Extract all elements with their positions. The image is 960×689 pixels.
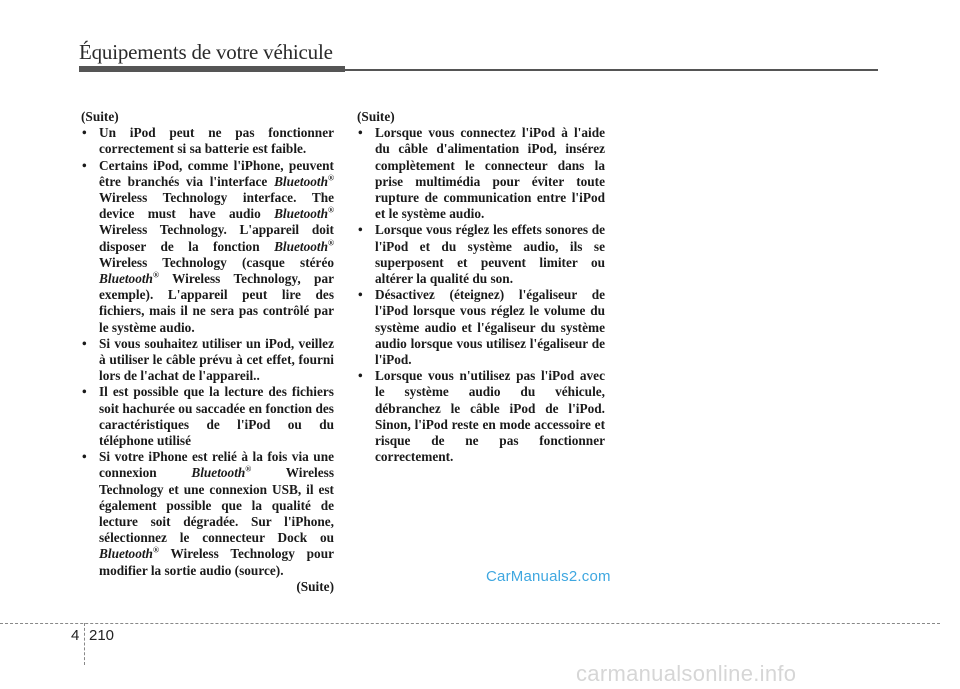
registered-mark: ® <box>328 173 334 183</box>
bullet-text: Si vous souhaitez utiliser un iPod, veillez à utiliser le câble prévu à cet effet, fourni lors de l'achat de l'appareil.. <box>99 335 334 384</box>
bluetooth-brand-text: Bluetooth <box>191 465 246 481</box>
bullet-text: Wireless Technology interface. The device must have audio <box>99 190 334 222</box>
bullet-item <box>357 287 605 368</box>
footer-dashed-rule <box>0 623 940 624</box>
bullet-item <box>81 449 334 579</box>
bullet-item <box>81 336 334 385</box>
bullet-text: Il est possible que la lecture des fichiers soit hachurée ou saccadée en fonction des caractéristiques de l'iPod ou du téléphone utilisé <box>99 384 334 449</box>
bullet-item <box>357 125 605 222</box>
bullet-text: Un iPod peut ne pas fonctionner correctement si sa batterie est faible. <box>99 125 334 157</box>
right-text-column <box>357 109 605 465</box>
bullet-text: Wireless Technology pour modifier la sortie audio (source). <box>99 546 334 578</box>
chapter-number: 4 <box>71 627 80 644</box>
bullet-text: Wireless Technology, par exemple). L'appareil peut lire des fichiers, mais il ne sera pas contrôlé par le système audio. <box>99 271 334 335</box>
bullet-item <box>81 384 334 449</box>
site-watermark: carmanualsonline.info <box>576 661 797 686</box>
bullet-text: Wireless Technology (casque stéréo <box>99 254 334 270</box>
bluetooth-brand-text: Bluetooth <box>274 173 329 189</box>
bullet-item <box>357 368 605 465</box>
bullet-text: Si votre iPhone est relié à la fois via une connexion <box>99 449 334 481</box>
suite-label-start: (Suite) <box>357 109 395 124</box>
bullet-text: Wireless Technology et une connexion USB, il est également possible que la qualité de lecture soit dégradée. Sur l'iPhone, sélectionnez le connecteur Dock ou <box>99 465 335 546</box>
left-bullet-list <box>81 125 334 579</box>
registered-mark: ® <box>245 465 252 475</box>
bullet-item <box>81 125 334 157</box>
page-number: 210 <box>89 627 115 644</box>
carmanuals-logo-watermark: CarManuals2.com <box>486 568 611 585</box>
bullet-item <box>357 222 605 287</box>
registered-mark: ® <box>328 238 334 248</box>
bluetooth-brand-text: Bluetooth <box>274 238 329 254</box>
registered-mark: ® <box>152 270 159 280</box>
bullet-text: Lorsque vous réglez les effets sonores de l'iPod et du système audio, ils se superposent et peuvent limiter ou altérer la qualité du son. <box>375 222 605 287</box>
footer-vertical-dashed-rule <box>84 623 85 665</box>
bullet-text: Lorsque vous n'utilisez pas l'iPod avec le système audio du véhicule, débranchez le câble iPod de l'iPod. Sinon, l'iPod reste en mode accessoire et risque de ne pas fonctionner correctement. <box>375 368 605 465</box>
bluetooth-brand-text: Bluetooth <box>99 271 153 287</box>
bullet-text: Désactivez (éteignez) l'égaliseur de l'iPod lorsque vous réglez le volume du système audio et l'égaliseur du système audio lorsque vous utilisez l'égaliseur de l'iPod. <box>375 287 605 368</box>
registered-mark: ® <box>152 546 159 556</box>
bullet-item <box>81 158 334 336</box>
suite-label-end: (Suite) <box>296 578 334 594</box>
bullet-text: Certains iPod, comme l'iPhone, peuvent être branchés via l'interface <box>99 157 334 189</box>
header-rule-thin <box>345 69 878 71</box>
registered-mark: ® <box>328 205 334 215</box>
left-text-column <box>81 109 334 595</box>
bluetooth-brand-text: Bluetooth <box>99 546 153 562</box>
bullet-text: Lorsque vous connectez l'iPod à l'aide du câble d'alimentation iPod, insérez complètement le connecteur dans la prise multimédia pour éviter toute rupture de communication entre l'iPod et le système audio. <box>375 125 605 222</box>
suite-label-start: (Suite) <box>81 109 119 124</box>
header-rule-thick <box>79 66 345 72</box>
right-bullet-list <box>357 125 605 465</box>
bullet-text: Wireless Technology. L'appareil doit disposer de la fonction <box>99 222 334 254</box>
page-section-title: Équipements de votre véhicule <box>79 40 333 64</box>
bluetooth-brand-text: Bluetooth <box>274 206 329 222</box>
